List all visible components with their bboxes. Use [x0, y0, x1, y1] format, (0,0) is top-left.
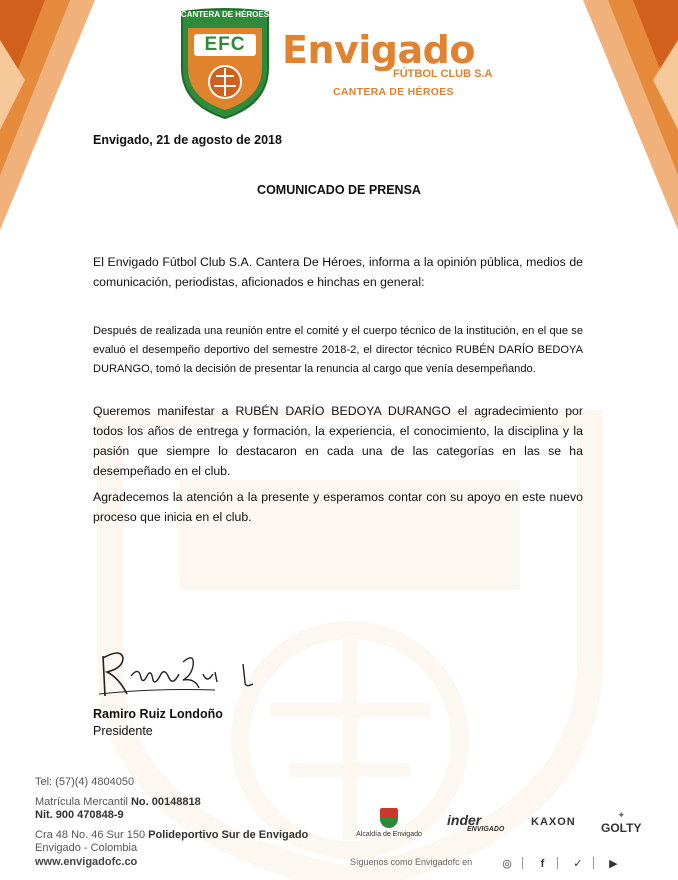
handwritten-signature [95, 644, 265, 704]
footer-address: Cra 48 No. 46 Sur 150 Polideportivo Sur de Envigado [35, 828, 309, 841]
facebook-icon[interactable]: f [540, 858, 545, 870]
sponsor-kaxon: KAXON [531, 816, 576, 828]
crest-letters: EFC [204, 34, 246, 55]
footer-phone: Tel: (57)(4) 4804050 [35, 776, 135, 788]
paragraph-gratitude: Queremos manifestar a RUBÉN DARÍO BEDOYA DURANGO el agradecimiento por todos los años de entrega y formación, la experiencia, el conocimiento, la disciplina y la pasión que siempre lo destacaron en cada una de las categorías en las se ha desempeñado en el club. [93, 404, 583, 478]
social-follow-text: Síguenos como Envigadofc en [350, 857, 473, 867]
instagram-icon[interactable]: ◎ [502, 858, 512, 870]
sponsor-alcaldia: Alcaldía de Envigado [345, 808, 433, 838]
signer-name: Ramiro Ruiz Londoño [93, 707, 223, 721]
efc-crest-logo [176, 6, 274, 120]
crest-banner-text: CANTERA DE HÉROES [180, 10, 270, 19]
paragraph-closing: Agradecemos la atención a la presente y esperamos contar con su apoyo en este nuevo proceso que inicia en el club. [93, 490, 583, 524]
sponsor-inder: inder ENVIGADO [447, 812, 505, 833]
golty-star-icon: ✦ [617, 810, 625, 820]
letter-heading: COMUNICADO DE PRENSA [257, 183, 421, 197]
paragraph-resignation: Después de realizada una reunión entre el comité y el cuerpo técnico de la institución, en el que se evaluó el desempeño deportivo del semestre 2018-2, el director técnico RUBÉN DARÍO BEDOYA DURANGO, tomó la decisión de presentar la renuncia al cargo que venía desempeñando. [93, 325, 583, 375]
footer-contact-info [35, 776, 308, 870]
social-icons [500, 854, 620, 872]
youtube-icon[interactable]: ▶ [609, 858, 618, 870]
footer-matricula: Matrícula Mercantil No. 00148818 [35, 795, 201, 808]
brand-tagline: CANTERA DE HÉROES [333, 86, 454, 98]
footer-website-link[interactable]: www.envigadofc.co [35, 855, 138, 868]
brand-name: Envigado [282, 28, 475, 72]
paragraph-intro: El Envigado Fútbol Club S.A. Cantera De Héroes, informa a la opinión pública, medios de comunicación, periodistas, aficionados e hinchas en general: [93, 255, 583, 289]
footer-nit: Nit. 900 470848-9 [35, 809, 124, 822]
sponsor-golty: ✦ GOLTY [601, 810, 642, 835]
sponsor-logos [345, 808, 663, 844]
footer-city: Envigado - Colombia [35, 842, 138, 855]
shield-icon [380, 808, 398, 828]
brand-subtitle: FÚTBOL CLUB S.A [393, 68, 493, 80]
twitter-icon[interactable]: ✓ [573, 858, 583, 870]
signer-title: Presidente [93, 724, 153, 738]
letter-date: Envigado, 21 de agosto de 2018 [93, 133, 282, 147]
